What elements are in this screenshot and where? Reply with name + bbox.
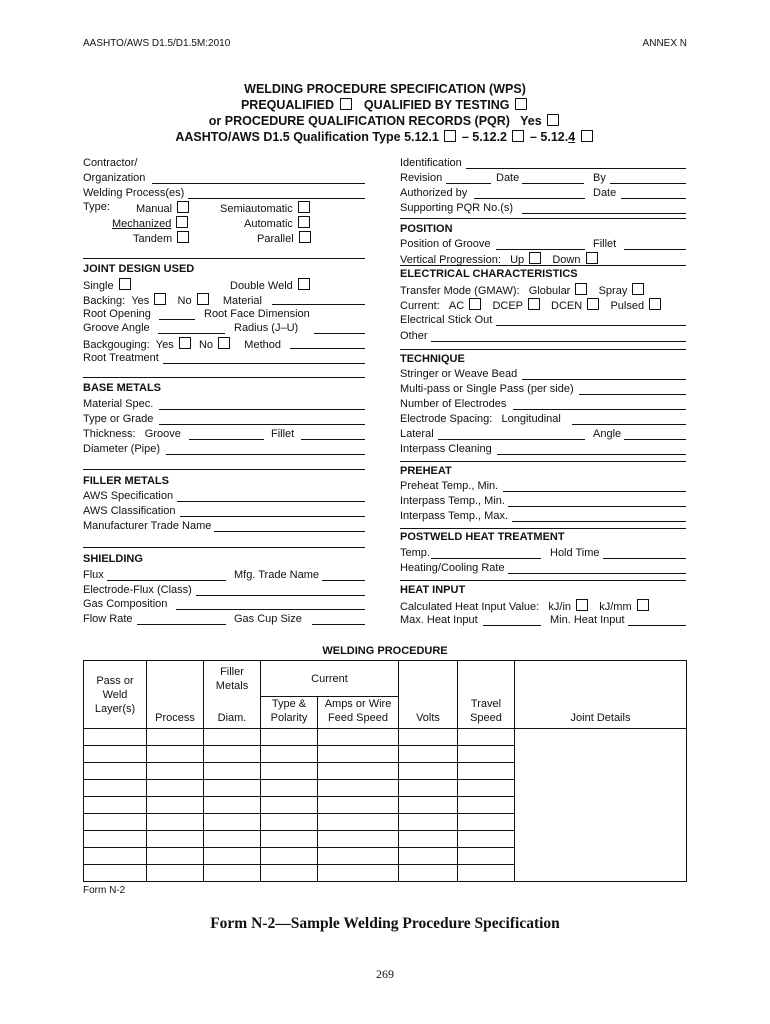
mfg-trade-label: Mfg. Trade Name — [234, 569, 319, 581]
col-diam-header: Diam. — [204, 697, 261, 729]
preheat-min-field[interactable] — [503, 491, 686, 492]
groove-angle-label: Groove Angle — [83, 322, 150, 334]
col-current-header: Current — [261, 661, 399, 697]
calc-heat-row: Calculated Heat Input Value: kJ/in kJ/mm — [400, 599, 651, 613]
technique-heading: TECHNIQUE — [400, 353, 465, 365]
stick-out-label: Electrical Stick Out — [400, 314, 493, 326]
angle-field[interactable] — [624, 439, 686, 440]
divider — [400, 349, 686, 350]
other-label: Other — [400, 330, 428, 342]
organization-label: Organization — [83, 172, 146, 184]
stick-out-field[interactable] — [496, 325, 686, 326]
revision-label: Revision — [400, 172, 443, 184]
backgouging-method-field[interactable] — [290, 348, 365, 349]
divider — [83, 547, 365, 548]
kj-mm-checkbox[interactable] — [637, 599, 649, 611]
authorized-by-label: Authorized by — [400, 187, 468, 199]
joint-design-heading: JOINT DESIGN USED — [83, 263, 195, 275]
type-5121-checkbox[interactable] — [444, 130, 456, 142]
max-heat-label: Max. Heat Input — [400, 614, 478, 626]
divider — [83, 258, 365, 259]
root-opening-label: Root Opening — [83, 308, 151, 320]
dcen-checkbox[interactable] — [587, 298, 599, 310]
longitudinal-field[interactable] — [572, 424, 686, 425]
tandem-option: Tandem — [133, 231, 191, 245]
col-type-header: Type & Polarity — [261, 697, 318, 729]
interpass-max-field[interactable] — [512, 521, 686, 522]
position-fillet-label: Fillet — [593, 238, 617, 250]
vertical-up-checkbox[interactable] — [529, 252, 541, 264]
heat-input-heading: HEAT INPUT — [400, 584, 466, 596]
transfer-mode-row: Transfer Mode (GMAW): Globular Spray — [400, 283, 646, 297]
electrode-flux-label: Electrode-Flux (Class) — [83, 584, 192, 596]
divider — [400, 218, 686, 219]
num-electrodes-field[interactable] — [513, 409, 686, 410]
gas-comp-label: Gas Composition — [83, 598, 168, 610]
min-heat-label: Min. Heat Input — [550, 614, 625, 626]
running-header-left: AASHTO/AWS D1.5/D1.5M:2010 — [83, 38, 231, 49]
double-weld-checkbox[interactable] — [298, 278, 310, 290]
material-spec-label: Material Spec. — [83, 398, 154, 410]
mechanized-checkbox[interactable] — [176, 216, 188, 228]
root-face-label: Root Face Dimension — [204, 308, 310, 320]
flow-rate-field[interactable] — [137, 624, 226, 625]
backgouging-yes-checkbox[interactable] — [179, 337, 191, 349]
root-opening-field[interactable] — [159, 319, 195, 320]
divider — [83, 377, 365, 378]
single-checkbox[interactable] — [119, 278, 131, 290]
divider — [83, 469, 365, 470]
gas-comp-field[interactable] — [176, 609, 365, 610]
thickness-fillet-label: Fillet — [271, 428, 295, 440]
welding-process-field[interactable] — [188, 198, 365, 199]
thickness-groove-field[interactable] — [189, 439, 264, 440]
dcep-checkbox[interactable] — [528, 298, 540, 310]
running-header-right: ANNEX N — [642, 38, 687, 49]
lateral-field[interactable] — [438, 439, 585, 440]
parallel-option: Parallel — [257, 231, 313, 245]
mfr-trade-label: Manufacturer Trade Name — [83, 520, 212, 532]
double-weld-option: Double Weld — [230, 278, 312, 292]
max-heat-field[interactable] — [483, 625, 541, 626]
interpass-max-label: Interpass Temp., Max. — [400, 510, 509, 522]
by-label: By — [593, 172, 606, 184]
position-groove-field[interactable] — [496, 249, 585, 250]
hold-time-field[interactable] — [603, 558, 686, 559]
position-heading: POSITION — [400, 223, 453, 235]
type-grade-field[interactable] — [159, 424, 365, 425]
preheat-min-label: Preheat Temp., Min. — [400, 480, 499, 492]
electrode-flux-field[interactable] — [196, 595, 365, 596]
table-row — [84, 729, 687, 746]
diameter-label: Diameter (Pipe) — [83, 443, 161, 455]
manual-option: Manual — [136, 201, 191, 215]
col-process-header: Process — [147, 661, 204, 729]
supporting-pqr-field[interactable] — [522, 213, 686, 214]
root-treatment-label: Root Treatment — [83, 352, 159, 364]
kj-in-checkbox[interactable] — [576, 599, 588, 611]
temp-label: Temp. — [400, 547, 430, 559]
interpass-cleaning-field[interactable] — [497, 454, 686, 455]
interpass-cleaning-label: Interpass Cleaning — [400, 443, 492, 455]
col-filler-header: Filler Metals — [204, 661, 261, 697]
welding-procedure-table — [83, 660, 687, 882]
pqr-yes-checkbox[interactable] — [547, 114, 559, 126]
type-5124-checkbox[interactable] — [581, 130, 593, 142]
aws-spec-label: AWS Specification — [83, 490, 174, 502]
filler-metals-heading: FILLER METALS — [83, 475, 169, 487]
by-field[interactable] — [610, 183, 686, 184]
preheat-heading: PREHEAT — [400, 465, 452, 477]
semiautomatic-option: Semiautomatic — [220, 201, 312, 215]
qualified-by-testing-checkbox[interactable] — [515, 98, 527, 110]
organization-field[interactable] — [152, 183, 365, 184]
heating-cooling-field[interactable] — [508, 573, 686, 574]
aws-spec-field[interactable] — [177, 501, 365, 502]
pwht-heading: POSTWELD HEAT TREATMENT — [400, 531, 565, 543]
semiautomatic-checkbox[interactable] — [298, 201, 310, 213]
divider — [400, 528, 686, 529]
flow-rate-label: Flow Rate — [83, 613, 133, 625]
col-amps-header: Amps or Wire Feed Speed — [318, 697, 399, 729]
backing-no-checkbox[interactable] — [197, 293, 209, 305]
flux-field[interactable] — [107, 580, 226, 581]
form-title-line4: AASHTO/AWS D1.5 Qualification Type 5.12.1 – 5.12.2 – 5.12.4 — [0, 130, 770, 144]
figure-caption: Form N-2—Sample Welding Procedure Specification — [210, 915, 560, 932]
electrode-spacing-row: Electrode Spacing: Longitudinal — [400, 413, 561, 425]
contractor-label: Contractor/ — [83, 157, 138, 169]
electrical-heading: ELECTRICAL CHARACTERISTICS — [400, 268, 578, 280]
flux-label: Flux — [83, 569, 104, 581]
revision-date-label: Date — [496, 172, 520, 184]
backing-material-field[interactable] — [272, 304, 365, 305]
identification-field[interactable] — [466, 168, 686, 169]
form-title-line3: or PROCEDURE QUALIFICATION RECORDS (PQR) Yes — [0, 114, 770, 128]
globular-checkbox[interactable] — [575, 283, 587, 295]
backgouging-no-checkbox[interactable] — [218, 337, 230, 349]
num-electrodes-label: Number of Electrodes — [400, 398, 507, 410]
backgouging-row: Backgouging: Yes No Method — [83, 339, 281, 351]
lateral-label: Lateral — [400, 428, 434, 440]
welding-process-label: Welding Process(es) — [83, 187, 185, 199]
hold-time-label: Hold Time — [550, 547, 600, 559]
page-number: 269 — [376, 967, 394, 981]
manual-checkbox[interactable] — [177, 201, 189, 213]
thickness-row: Thickness: Groove — [83, 428, 181, 440]
position-fillet-field[interactable] — [624, 249, 686, 250]
revision-field[interactable] — [446, 183, 491, 184]
mfr-trade-field[interactable] — [214, 531, 365, 532]
identification-label: Identification — [400, 157, 462, 169]
welding-procedure-heading: WELDING PROCEDURE — [322, 645, 448, 657]
material-spec-field[interactable] — [159, 409, 365, 410]
automatic-option: Automatic — [244, 216, 312, 230]
gas-cup-field[interactable] — [312, 624, 365, 625]
thickness-fillet-field[interactable] — [301, 439, 365, 440]
pulsed-checkbox[interactable] — [649, 298, 661, 310]
shielding-heading: SHIELDING — [83, 553, 143, 565]
other-field[interactable] — [431, 341, 686, 342]
stringer-label: Stringer or Weave Bead — [400, 368, 518, 380]
position-groove-label: Position of Groove — [400, 238, 491, 250]
radius-label: Radius (J–U) — [234, 322, 299, 334]
authorized-by-field[interactable] — [474, 198, 585, 199]
type-5122-checkbox[interactable] — [512, 130, 524, 142]
mfg-trade-field[interactable] — [322, 580, 365, 581]
min-heat-field[interactable] — [628, 625, 686, 626]
radius-field[interactable] — [314, 333, 365, 334]
interpass-min-field[interactable] — [508, 506, 686, 507]
vertical-progression-row: Vertical Progression: Up Down — [400, 252, 600, 266]
temp-field[interactable] — [431, 558, 541, 559]
interpass-min-label: Interpass Temp., Min. — [400, 495, 505, 507]
authorized-date-field[interactable] — [621, 198, 686, 199]
divider — [400, 461, 686, 462]
mechanized-option: Mechanized — [112, 216, 190, 230]
col-joint-header: Joint Details — [515, 661, 687, 729]
multipass-label: Multi-pass or Single Pass (per side) — [400, 383, 574, 395]
supporting-pqr-label: Supporting PQR No.(s) — [400, 202, 514, 214]
stringer-field[interactable] — [522, 379, 686, 380]
revision-date-field[interactable] — [522, 183, 584, 184]
type-label: Type: — [83, 201, 110, 213]
form-label: Form N-2 — [83, 885, 126, 896]
ac-checkbox[interactable] — [469, 298, 481, 310]
backing-yes-checkbox[interactable] — [154, 293, 166, 305]
col-travel-header: Travel Speed — [458, 661, 515, 729]
aws-class-field[interactable] — [180, 516, 365, 517]
form-title: WELDING PROCEDURE SPECIFICATION (WPS) — [244, 82, 526, 96]
col-volts-header: Volts — [399, 661, 458, 729]
form-title-line2: PREQUALIFIED QUALIFIED BY TESTING — [0, 98, 770, 112]
base-metals-heading: BASE METALS — [83, 382, 162, 394]
root-treatment-field[interactable] — [163, 363, 365, 364]
type-grade-label: Type or Grade — [83, 413, 154, 425]
divider — [400, 265, 686, 266]
tandem-checkbox[interactable] — [177, 231, 189, 243]
col-pass-header: Pass or Weld Layer(s) — [84, 661, 147, 729]
authorized-date-label: Date — [593, 187, 617, 199]
heating-cooling-label: Heating/Cooling Rate — [400, 562, 505, 574]
vertical-down-checkbox[interactable] — [586, 252, 598, 264]
divider — [400, 580, 686, 581]
diameter-field[interactable] — [166, 454, 365, 455]
gas-cup-label: Gas Cup Size — [234, 613, 302, 625]
parallel-checkbox[interactable] — [299, 231, 311, 243]
automatic-checkbox[interactable] — [298, 216, 310, 228]
groove-angle-field[interactable] — [158, 333, 225, 334]
angle-label: Angle — [593, 428, 622, 440]
multipass-field[interactable] — [579, 394, 686, 395]
prequalified-checkbox[interactable] — [340, 98, 352, 110]
joint-details-cell[interactable] — [515, 729, 687, 882]
spray-checkbox[interactable] — [632, 283, 644, 295]
backing-row: Backing: Yes No Material — [83, 295, 262, 307]
aws-class-label: AWS Classification — [83, 505, 176, 517]
single-option: Single — [83, 278, 133, 292]
current-row: Current: AC DCEP DCEN Pulsed — [400, 298, 663, 312]
